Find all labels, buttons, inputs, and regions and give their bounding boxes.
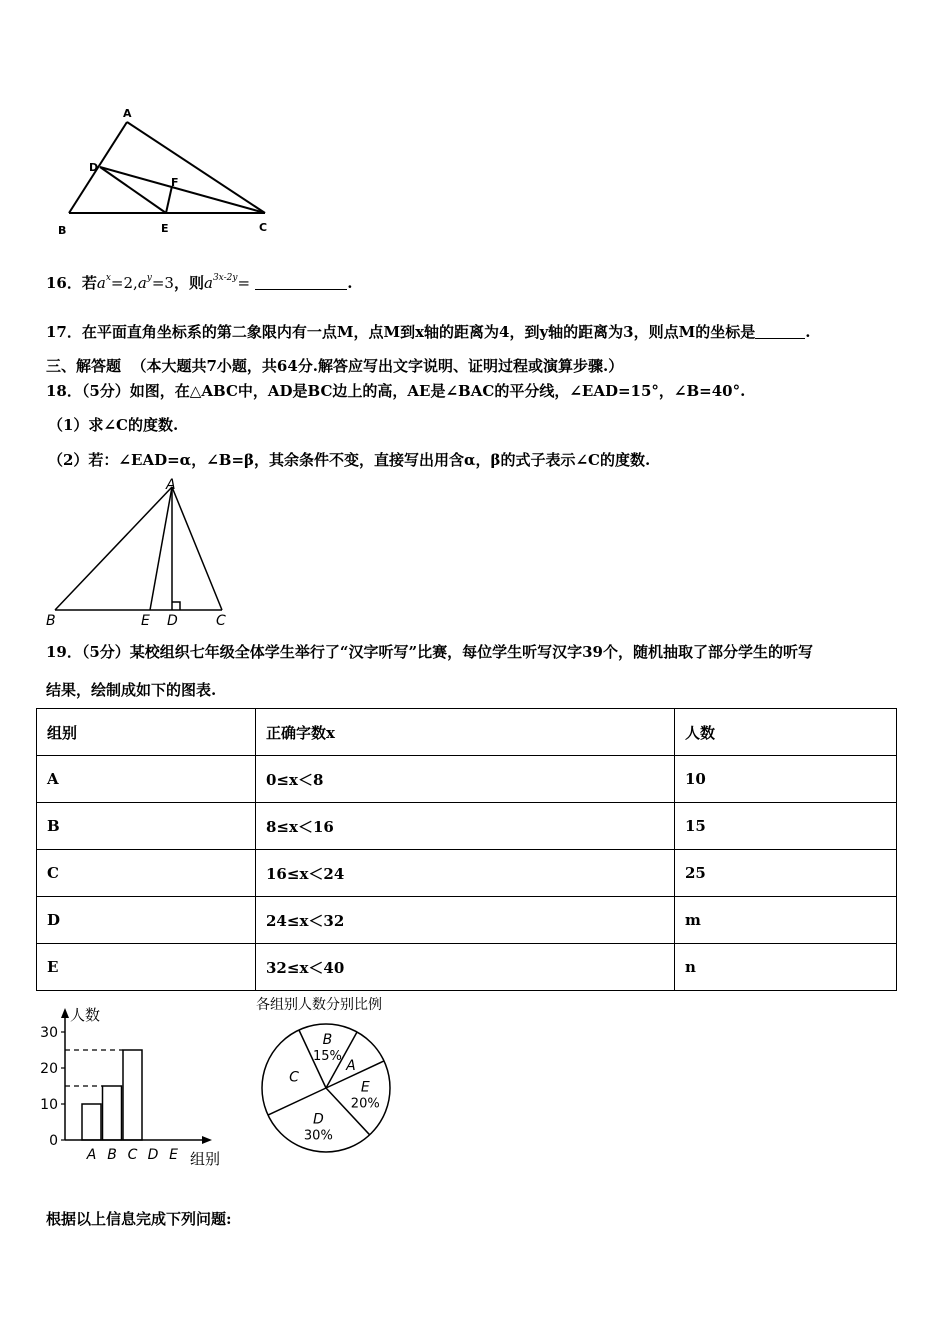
label-a: A [166, 477, 176, 493]
table-row [37, 897, 897, 944]
y-tick-label: 0 [49, 1133, 58, 1149]
x-axis-label: 组别 [190, 1150, 221, 1168]
bar-c [123, 1050, 142, 1140]
y-tick-label: 20 [40, 1061, 58, 1077]
bar-chart [30, 1000, 240, 1175]
x-tick-label: C [127, 1147, 138, 1163]
table-header: 正确字数x [256, 709, 675, 756]
x-axis-arrow [202, 1136, 212, 1144]
question-17: 17．在平面直角坐标系的第二象限内有一点M，点M到x轴的距离为4，到y轴的距离为3，则点M的坐标是 . [46, 323, 811, 341]
label-c: C [259, 221, 268, 234]
pie-chart [258, 1020, 394, 1156]
table-cell: E [37, 944, 256, 991]
table-cell: 25 [675, 850, 897, 897]
pie-label: D [312, 1111, 324, 1128]
pie-label: E [360, 1079, 370, 1096]
segment-ae [150, 487, 172, 610]
x-tick-label: D [147, 1147, 159, 1163]
label-d: D [89, 161, 99, 174]
pie-percent: 30% [303, 1128, 333, 1144]
segment-dc [100, 167, 265, 213]
table-cell: 0≤x＜8 [256, 756, 675, 803]
table-row [37, 850, 897, 897]
label-e: E [141, 613, 150, 629]
answer-blank-16[interactable] [255, 275, 347, 290]
table-cell: n [675, 944, 897, 991]
question-16: 16．若$a^x=2,a^y=3$，则$a^{3x-2y}=$ . [46, 273, 353, 292]
bar-a [82, 1104, 101, 1140]
table-cell: 15 [675, 803, 897, 850]
pie-label: B [322, 1032, 333, 1049]
pie-chart-title: 各组别人数分别比例 [256, 997, 382, 1013]
segment-ac [172, 487, 222, 610]
y-tick-label: 10 [40, 1097, 58, 1113]
label-b: B [46, 613, 56, 629]
table-cell: 24≤x＜32 [256, 897, 675, 944]
table-cell: A [37, 756, 256, 803]
right-angle-mark [172, 602, 180, 610]
segment-de [100, 167, 166, 213]
answer-blank-17[interactable] [755, 324, 805, 339]
table-cell: m [675, 897, 897, 944]
table-cell: 8≤x＜16 [256, 803, 675, 850]
table-cell: D [37, 897, 256, 944]
segment-ef [166, 186, 172, 213]
question-18-part2: （2）若：∠EAD=α，∠B=β，其余条件不变，直接写出用含α，β的式子表示∠C的度数. [48, 451, 651, 469]
y-tick-label: 30 [40, 1025, 58, 1041]
question-18-stem: 18．（5分）如图，在△ABC中，AD是BC边上的高，AE是∠BAC的平分线，∠EAD=15°，∠B=40°. [46, 382, 746, 400]
label-c: C [216, 613, 226, 629]
table-header: 人数 [675, 709, 897, 756]
y-axis-label: 人数 [70, 1006, 101, 1024]
bar-b [103, 1086, 122, 1140]
pie-percent: 20% [350, 1096, 380, 1112]
label-e: E [161, 222, 169, 235]
label-a: A [123, 107, 132, 120]
triangle-figure-q18 [40, 475, 240, 630]
table-row [37, 944, 897, 991]
label-b: B [58, 224, 67, 237]
pie-label: C [289, 1069, 299, 1086]
pie-label: A [346, 1057, 356, 1074]
table-row [37, 803, 897, 850]
table-cell: 32≤x＜40 [256, 944, 675, 991]
score-table [36, 708, 897, 991]
question-19-line1: 19．（5分）某校组织七年级全体学生举行了“汉字听写”比赛，每位学生听写汉字39个，随机抽取了部分学生的听写 [46, 643, 813, 661]
closing-instruction: 根据以上信息完成下列问题: [46, 1210, 232, 1228]
table-cell: C [37, 850, 256, 897]
table-cell: B [37, 803, 256, 850]
question-18-part1: （1）求∠C的度数. [48, 416, 179, 434]
y-axis-arrow [61, 1008, 69, 1018]
x-tick-label: E [169, 1147, 178, 1163]
table-header: 组别 [37, 709, 256, 756]
x-tick-label: A [86, 1147, 97, 1163]
segment-ab [55, 487, 172, 610]
label-d: D [167, 613, 178, 629]
label-f: F [171, 176, 179, 189]
table-cell: 10 [675, 756, 897, 803]
section-heading: 三、解答题 （本大题共7小题，共64分.解答应写出文字说明、证明过程或演算步骤.） [46, 357, 624, 375]
pie-percent: 15% [312, 1049, 342, 1065]
table-row [37, 756, 897, 803]
question-19-line2: 结果，绘制成如下的图表. [46, 681, 217, 699]
table-cell: 16≤x＜24 [256, 850, 675, 897]
x-tick-label: B [107, 1147, 117, 1163]
table-header-row [37, 709, 897, 756]
triangle-figure-q15 [50, 100, 280, 240]
